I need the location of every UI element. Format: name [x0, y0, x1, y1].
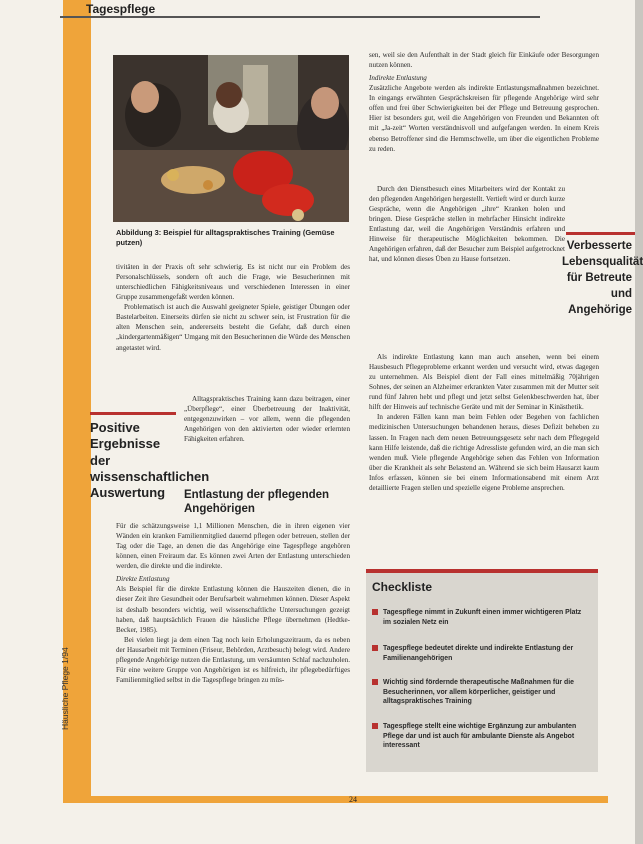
- paragraph: Problematisch ist auch die Auswahl geeigneter Spiele, geistiger Übungen oder Bastelarbeiten. Einerseits dürfen sie nicht zu schwer sein, ist Frustration für die alten Menschen sein, andererseits besteht die Gefahr, daß durch einen „kindergartenmäßigen“ Umgang mit den Besucherinnen die Würde des Menschen angetastet wird.: [116, 303, 350, 352]
- checklist-item: Tagespflege nimmt in Zukunft einen immer wichtigeren Platz im sozialen Netz ein: [372, 608, 594, 627]
- bullet-square-icon: [372, 723, 378, 729]
- paragraph: Als Beispiel für die direkte Entlastung können die Hauszeiten dienen, die in dieser Zeit ihre Gesundheit oder Berufsarbeit wahrnehmen können. Dieser Aspekt ist deshalb besonders wichtig, weil wissenschaftliche Untersuchungen gezeigt haben, daß hauptsächlich Frauen die häusliche Pflege übernehmen (Hedtke-Becker, 1985).: [116, 585, 350, 634]
- page-number: 24: [349, 795, 357, 804]
- left-column-bottom: [116, 521, 350, 685]
- pull-quote: Verbesserte Lebensqualität für Betreute und Angehörige: [562, 240, 643, 317]
- paragraph: Alltagspraktisches Training kann dazu beitragen, einer „Überpflege“, einer Überbetreuung der Inaktivität, entgegenzuwirken – vor allem, wenn die pflegenden Angehörigen von den aktivierten oder wieder erlernten Fähigkeiten erfahren.: [184, 395, 350, 444]
- section-heading: Entlastung der pflegenden Angehörigen: [184, 489, 330, 516]
- left-column-mid: [184, 394, 350, 444]
- photo-caption: Abbildung 3: Beispiel für alltagspraktisches Training (Gemüse putzen): [116, 228, 335, 247]
- pull-quote-rule: [566, 232, 635, 235]
- right-column-bottom: [369, 352, 599, 493]
- bullet-square-icon: [372, 645, 378, 651]
- right-column-top: [369, 50, 599, 154]
- subheading: Direkte Entlastung: [116, 575, 170, 584]
- paragraph: tivitäten in der Praxis oft sehr schwierig. Es ist nicht nur ein Problem des Personalschlüssels, sondern oft auch die Frage, wie Besucherinnen mit unterschiedlichen Fähigkeitsniveaus und verschiedenen Interessen in einer Gruppe zusammengefaßt werden können.: [116, 263, 350, 302]
- checklist-item: Tagespflege bedeutet direkte und indirekte Entlastung der Familienangehörigen: [372, 644, 594, 663]
- checklist-item: Tagespflege stellt eine wichtige Ergänzung zur ambulanten Pflege dar und ist auch für ambulante Dienste als Angebot interessant: [372, 722, 594, 751]
- journal-label: Häusliche Pflege 1/94: [60, 647, 70, 730]
- checklist-item: Wichtig sind fördernde therapeutische Maßnahmen für die Besucherinnen, vor allem körperlicher, geistiger und alltagspraktisches Training: [372, 678, 594, 707]
- paragraph: sen, weil sie den Aufenthalt in der Stadt gleich für Einkäufe oder Besorgungen nutzen können.: [369, 51, 599, 70]
- sidebar-rule: [90, 412, 176, 415]
- left-column-top: [116, 262, 350, 353]
- photo-vegetable-training: [113, 55, 349, 222]
- subheading: Indirekte Entlastung: [369, 74, 427, 83]
- orange-bottom-bar: [63, 796, 608, 803]
- paragraph: Bei vielen liegt ja dem einen Tag noch kein Erholungszeitraum, da es neben der Hausarbeit mit Terminen (Friseur, Behörden, Arztbesuch) belegt wird. Andere pflegende Angehörige nutzen die Entlastung, um versäumten Schlaf nachzuholen. Für eine weitere Gruppe von Angehörigen ist es hilfreich, ihr pflegebedürftiges Familienmitglied selbst in die Tagespflege bringen zu müs-: [116, 635, 350, 684]
- paragraph: Für die schätzungsweise 1,1 Millionen Menschen, die in ihren eigenen vier Wänden ein kranken Familienmitglied dauernd pflegen oder betreuen, stellen der Tag oder die Tage, an denen die das Angehörige eine Tagespflege angehören können, einen Freiraum dar. Es können zwei Arten der Entlastung unterschieden werden, die direkte und die indirekte.: [116, 522, 350, 571]
- bullet-square-icon: [372, 679, 378, 685]
- bullet-square-icon: [372, 609, 378, 615]
- header-rule: [60, 16, 540, 18]
- section-header: Tagespflege: [86, 2, 156, 16]
- checklist-rule: [366, 569, 598, 573]
- paragraph: Durch den Dienstbesuch eines Mitarbeiters wird der Kontakt zu den pflegenden Angehörigen hergestellt. Vertieft wird er durch kurze Gespräche, wenn die Angehörigen „ihre“ Kranken holen und bringen. Diese Gespräche stellen in mehrfacher Hinsicht indirekte Entlastung dar, weil die Angehörigen Verständnis erfahren und Hinweise für therapeutische Möglichkeiten bekommen. Die Angehörigen erfahren, daß der Besucher zum Beispiel aufgetrocknet hat, und können dieses Üben zu Hause fortsetzen.: [369, 185, 565, 264]
- sidebar-heading: Positive Ergebnisse der wissenschaftlichen Auswertung: [90, 420, 210, 500]
- paragraph: Zusätzliche Angebote werden als indirekte Entlastungsmaßnahmen bezeichnet. In eingangs erwähnten Gesprächskreisen für pflegende Angehörige wird sehr offen und frei über Schwierigkeiten bei der Pflege und Betreuung gesprochen. Hier ist besonders gut, weil die Angehörigen von Freunden und Bekannten oft mit „Ja-zeit“ Worten verständnisvoll und aufgefangen werden. In einem Kreis ebenso Betroffener sind die Hemmschwelle, um über die eigentlichen Probleme zu reden.: [369, 84, 599, 153]
- right-column-mid: [369, 184, 565, 265]
- checklist-title: Checkliste: [372, 580, 433, 594]
- paragraph: Als indirekte Entlastung kann man auch ansehen, wenn bei einem Hausbesuch Pflegeprobleme erkannt werden und versucht wird, etwas dagegen zu unternehmen. Als Beispiel dient der Fall eines mittelmäßig 70jährigen Sohnes, der seinen an Alzheimer erkrankten Vater zusammen mit der Mutter seit rund fünf Jahren hebt und pflegt und jetzt selbst Gelenkbeschwerden hat, über hilft der Hinweis auf technische Geräte und mit der Seminar in Kinästhetik.: [369, 353, 599, 412]
- paragraph: In anderen Fällen kann man beim Fehlen oder Begehen von fachlichen medizinischen Untersuchungen behandenen heraus, dieses Defizit beheben zu lassen. In Fragen nach dem neuen Betreuungsgesetz sehr nach dem Pflegegeld kann Hilfe leistende, daß die richtige Adressliste gefunden wird, an die man sich wenden muß. Viele pflegende Angehörige sehen das Fehlen von Information über die Krankheit als sehr Belastend an. Während sie sich beim Hausarzt kaum Infos erfassen, können sie bei einem Informationsabend mit einem Arzt detaillierte Fragen stellen und spezielle eigene Probleme ansprechen.: [369, 413, 599, 492]
